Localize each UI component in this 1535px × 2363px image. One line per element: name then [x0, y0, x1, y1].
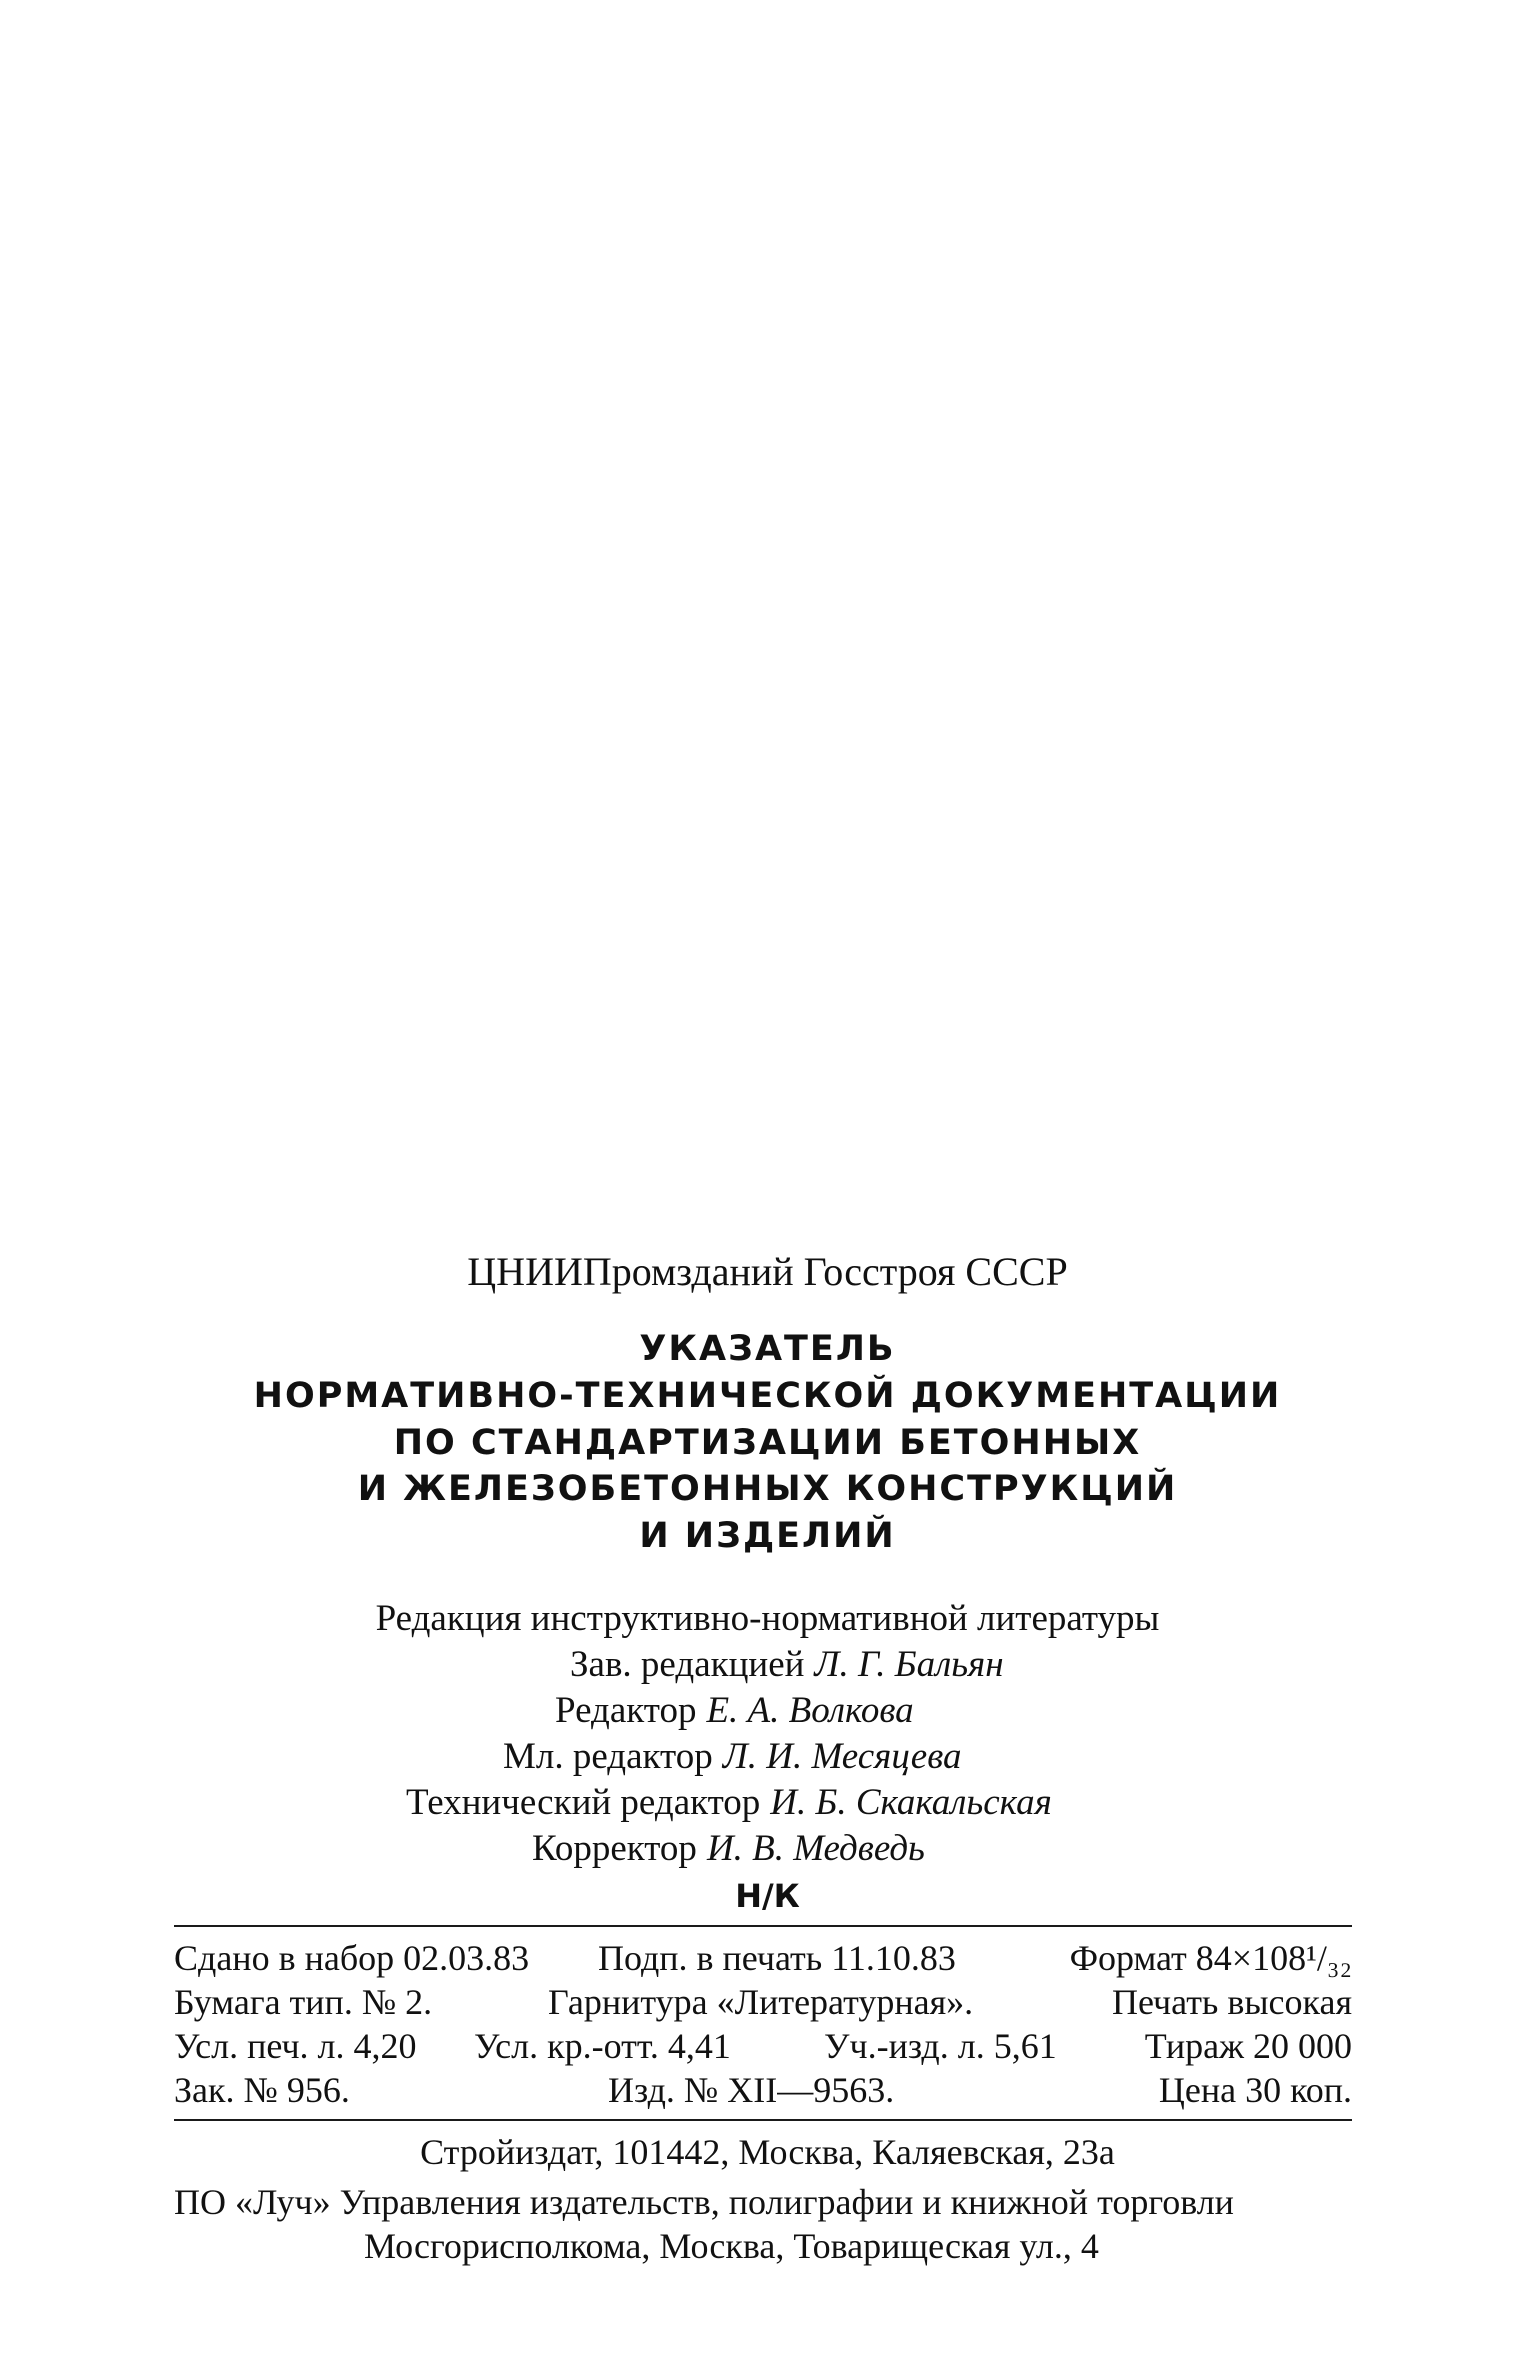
imprint-color-impressions: Усл. кр.-отт. 4,41: [474, 2026, 731, 2066]
credit-editor-name: Е. А. Волкова: [706, 1690, 914, 1731]
credit-junior-editor-name: Л. И. Месяцева: [722, 1736, 962, 1777]
credit-head-name: Л. Г. Бальян: [814, 1644, 1004, 1685]
credit-head: [570, 1646, 1004, 1683]
imprint-price: Цена 30 коп.: [1158, 2070, 1352, 2110]
imprint-row-4: [174, 2072, 1352, 2112]
imprint-submitted: Сдано в набор 02.03.83: [174, 1938, 530, 1978]
credit-proofreader-label: Корректор: [532, 1828, 697, 1869]
publisher-address: Стройиздат, 101442, Москва, Каляевская, 23а: [420, 2132, 1115, 2172]
credit-editor: [555, 1692, 914, 1729]
imprint-print-sheets: Усл. печ. л. 4,20: [174, 2026, 417, 2066]
credit-tech-editor: [406, 1784, 1052, 1821]
printer-line-1: ПО «Луч» Управления издательств, полиграфии и книжной торговли: [174, 2182, 1234, 2222]
credit-proofreader: [532, 1830, 925, 1867]
title-line-4: И ЖЕЛЕЗОБЕТОННЫХ КОНСТРУКЦИЙ: [357, 1469, 1178, 1509]
title-line-1: УКАЗАТЕЛЬ: [639, 1329, 896, 1369]
credit-tech-editor-name: И. Б. Скакальская: [770, 1782, 1052, 1823]
imprint-edition-number: Изд. № XII—9563.: [608, 2070, 895, 2110]
imprint-signed: Подп. в печать 11.10.83: [598, 1938, 956, 1978]
editorial-department: Редакция инструктивно-нормативной литературы: [375, 1598, 1160, 1639]
printer-line-2: Мосгорисполкома, Москва, Товарищеская ул., 4: [364, 2226, 1099, 2266]
imprint-publisher-sheets: Уч.-изд. л. 5,61: [824, 2026, 1057, 2066]
imprint-typeface: Гарнитура «Литературная».: [548, 1982, 974, 2022]
imprint-top-rule: [174, 1925, 1352, 1927]
imprint-print-run: Тираж 20 000: [1144, 2026, 1352, 2066]
credit-junior-editor: [503, 1738, 962, 1775]
title-line-5: И ИЗДЕЛИЙ: [639, 1516, 896, 1556]
imprint-row-3: [174, 2028, 1352, 2068]
credit-head-label: Зав. редакцией: [570, 1644, 805, 1685]
credit-junior-editor-label: Мл. редактор: [503, 1736, 713, 1777]
imprint-row-2: [174, 1984, 1352, 2024]
title-line-2: НОРМАТИВНО-ТЕХНИЧЕСКОЙ ДОКУМЕНТАЦИИ: [253, 1376, 1282, 1416]
imprint-bottom-rule: [174, 2119, 1352, 2121]
price-mark: Н/К: [735, 1877, 800, 1915]
imprint-printing: Печать высокая: [1111, 1982, 1352, 2022]
imprint-paper: Бумага тип. № 2.: [174, 1982, 433, 2022]
credit-editor-label: Редактор: [555, 1690, 697, 1731]
organization: ЦНИИПромзданий Госстроя СССР: [467, 1249, 1068, 1294]
title-line-3: ПО СТАНДАРТИЗАЦИИ БЕТОННЫХ: [393, 1423, 1142, 1463]
credit-proofreader-name: И. В. Медведь: [706, 1828, 925, 1869]
imprint-format: Формат 84×108¹/₃₂: [1069, 1938, 1352, 1978]
imprint-order: Зак. № 956.: [174, 2070, 350, 2110]
credit-tech-editor-label: Технический редактор: [406, 1782, 761, 1823]
imprint-row-1: [174, 1940, 1352, 1980]
